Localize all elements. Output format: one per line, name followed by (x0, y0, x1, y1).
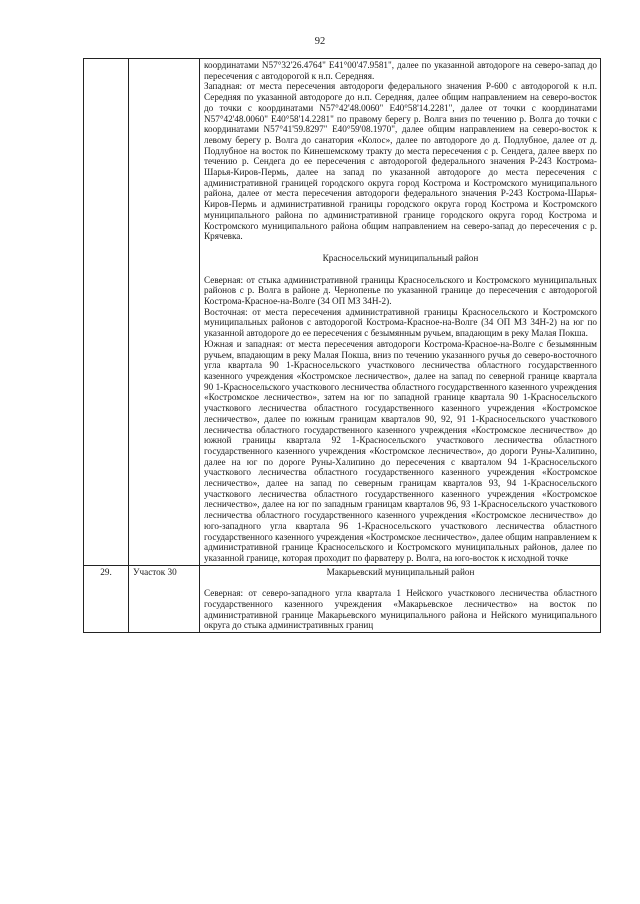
row-label-cell (129, 565, 200, 633)
row-label: Участок 30 (133, 566, 177, 577)
boundary-paragraph: Северная: от стыка административной границы Красносельского и Костромского муниципальных районов с р. Волга в районе д. Чернопенье по указанной границе до пересечения с автодорогой Кострома-Красное-на-Волге (34 ОП МЗ 34Н-2). (204, 274, 597, 307)
boundary-table (83, 58, 601, 633)
boundary-paragraph: Северная: от северо-западного угла квартала 1 Нейского участкового лесничества областного государственного казенного учреждения «Макарьевское лесничество» на восток по административной границе Макарьевского муниципального района и Нейского муниципального округа до стыка административных границ (204, 588, 597, 631)
boundary-paragraph: Западная: от места пересечения автодороги федерального значения Р-600 с автодорогой к н.п. Середняя по указанной автодороге до н.п. Середняя, далее общим направлением на северо-восток до точки с координатами N57°42'48.0060" E40°58'14.2281", далее от точки с координатами N57°42'48.0060" E40°58'14.2281" по правому берегу р. Волга вниз по течению р. Волга до точки с координатами N57°41'59.8297" E40°59'08.1970", далее общим направлением на северо-восток к левому берегу р. Волга до санатория «Колос», далее по автодороге до д. Подлубное, далее от д. Подлубное на восток по Кинешемскому тракту до места пересечения с р. Сендега, далее вверх по течению р. Сендега до ее пересечения с автодорогой федерального значения Р-243 Кострома-Шарья-Киров-Пермь, далее на запад по указанной автодороге до места пересечения с административной границей городского округа город Кострома и Костромского муниципального района, далее от места пересечения автодороги федерального значения Р-243 Кострома-Шарья-Киров-Пермь и административной границы городского округа город Кострома и Костромского муниципального района по административной границе городского округа город Кострома и Костромского муниципального района общим направлением на северо-запад до пересечения с р. Крячевка. (204, 81, 597, 242)
row-number (84, 59, 128, 61)
page-number: 92 (314, 36, 326, 47)
boundary-description-cell (200, 59, 601, 566)
boundary-description-cell (200, 565, 601, 633)
boundary-paragraph: Южная и западная: от места пересечения автодороги Кострома-Красное-на-Волге с безымянным ручьем, впадающим в реку Малая Покша, вниз по течению указанного ручья до северо-восточного угла квартала 90 1-Красносельского участкового лесничества областного государственного казенного учреждения «Костромское лесничество», далее на запад по северной границе квартала 90 1-Красносельского участкового лесничества областного государственного казенного учреждения «Костромское лесничество», затем на юг по западной границе квартала 90 1-Красносельского участкового лесничества областного государственного казенного учреждения «Костромское лесничество», далее по южным границам кварталов 90, 92, 91 1-Красносельского участкового лесничества областного государственного казенного учреждения «Костромское лесничество» до южной границы квартала 92 1-Красносельского участкового лесничества областного государственного казенного учреждения «Костромское лесничество», до дороги Руны-Халипино, далее на юг по дороге Руны-Халипино до пересечения с кварталом 94 1-Красносельского участкового лесничества областного государственного казенного учреждения «Костромское лесничество», далее на запад по северным границам кварталов 93, 94 1-Красносельского участкового лесничества областного государственного казенного учреждения «Костромское лесничество», далее на юг по западным границам кварталов 96, 93 1-Красносельского участкового лесничества областного государственного казенного учреждения «Костромское лесничество» до юго-западного угла квартала 96 1-Красносельского участкового лесничества областного государственного казенного учреждения «Костромское лесничество», далее общим направлением к административной границе Красносельского и Костромского муниципальных районов, далее по указанной границе, которая проходит по фарватеру р. Волга, на юго-восток к исходной точке (204, 338, 597, 563)
district-heading: Красносельский муниципальный район (322, 252, 479, 263)
district-heading: Макарьевский муниципальный район (326, 566, 475, 577)
row-number-cell (84, 59, 129, 566)
row-number-cell (84, 565, 129, 633)
row-label-cell (129, 59, 200, 566)
table-row (84, 59, 601, 566)
boundary-paragraph: координатами N57°32'26.4764" E41°00'47.9581", далее по указанной автодороге на северо-запад до пересечения с автодорогой к н.п. Середняя. (204, 60, 597, 81)
row-label (129, 59, 199, 61)
boundary-paragraph: Восточная: от места пересечения административной границы Красносельского и Костромского муниципальных районов с автодорогой Кострома-Красное-на-Волге (34 ОП МЗ 34Н-2) на юг по указанной автодороге до ее пересечения с безымянным ручьем, впадающим в реку Малая Покша. (204, 306, 597, 339)
table-row (84, 565, 601, 633)
row-number: 29. (100, 566, 112, 577)
